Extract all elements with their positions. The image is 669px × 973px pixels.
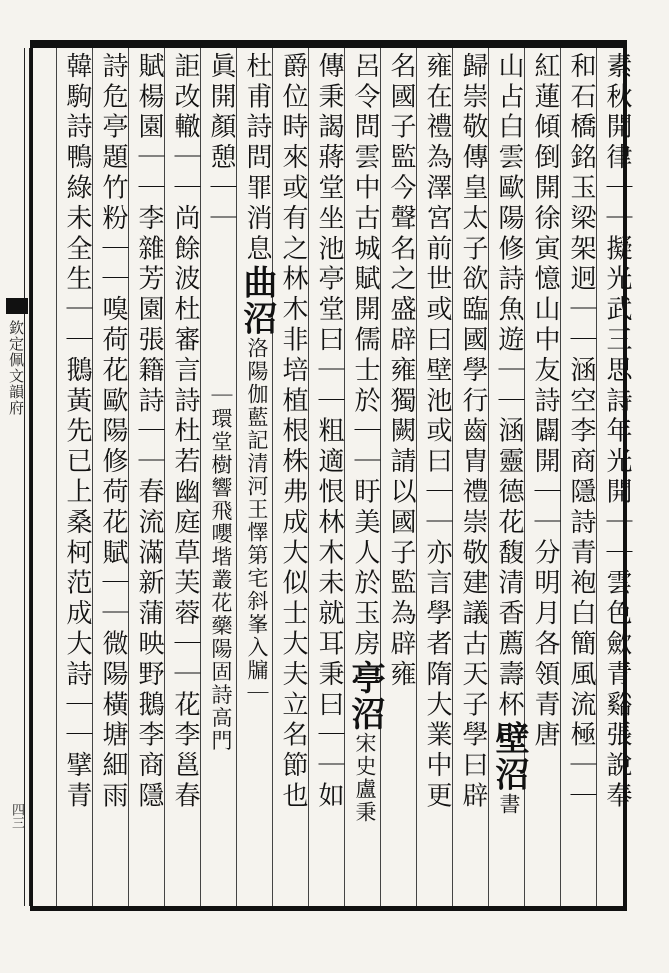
entry-note: 洛陽伽藍記清河王懌第宅斜峯入牖｜ (245, 336, 269, 705)
column-text: 歸崇敬傳皇太子欲臨國學行齒胄禮崇敬建議古天子學曰辟 (458, 52, 488, 812)
margin-rule (24, 48, 25, 906)
column-text: 詩危亭題竹粉｜｜嗅荷花歐陽修荷花賦｜｜微陽橫塘細雨 (98, 52, 128, 812)
column-text: 韓駒詩鴨綠未全生｜｜鵝黃先已上桑柯范成大詩｜｜擘青 (62, 52, 92, 812)
text-column (166, 52, 204, 902)
text-column (526, 52, 564, 902)
text-column (598, 52, 636, 902)
frame-bottom-border (30, 906, 626, 911)
column-text: 賦楊園｜｜李雜芳園張籍詩｜｜春流滿新蒲映野鵝李商隱 (134, 52, 164, 812)
column-text: 雍在禮為澤宮前世或曰壁池或曰｜｜亦言學者隋大業中更 (422, 52, 452, 812)
text-column (490, 52, 528, 902)
text-column (274, 52, 312, 902)
text-column (94, 52, 132, 902)
column-text: 詎改轍｜｜尚餘波杜審言詩杜若幽庭草芙蓉｜｜花李邕春 (170, 52, 200, 812)
book-title: 欽定佩文韻府 (7, 320, 25, 416)
column-text: 眞開顏憩｜｜ (206, 52, 236, 235)
column-text: 杜甫詩問罪消息 (242, 52, 272, 265)
entry-heading: 曲沼 (237, 264, 277, 337)
entry-note: 宋史盧秉 (353, 732, 377, 824)
text-column (418, 52, 456, 902)
text-column (562, 52, 600, 902)
entry-heading: 壁沼 (489, 720, 529, 793)
entry-note: 書 (497, 792, 521, 816)
frame-left-border (30, 40, 33, 911)
text-column (346, 52, 384, 902)
margin-rule (29, 48, 30, 906)
text-column (454, 52, 492, 902)
page-number: 四三 (9, 803, 24, 829)
text-column (130, 52, 168, 902)
column-rule (56, 48, 57, 906)
column-gap (221, 234, 222, 384)
text-column (238, 52, 276, 902)
column-text: 紅蓮傾倒開徐寅憶山中友詩闢開｜｜分明月各領青唐 (530, 52, 560, 752)
page-margin (4, 48, 30, 906)
text-column (310, 52, 348, 902)
column-text: 和石橋銘玉梁架迥｜｜涵空李商隱詩青袍白簡風流極｜｜ (566, 52, 596, 812)
column-text: 山占白雲歐陽修詩魚遊｜｜涵靈德花馥清香薦壽杯 (494, 52, 524, 721)
column-text: 傳秉謁蔣堂坐池亭堂曰｜｜粗適恨林木未就耳秉曰｜｜如 (314, 52, 344, 812)
text-column (382, 52, 420, 902)
fishtail-mark (6, 298, 28, 314)
column-text: 爵位時來或有之林木非培植根株弗成大似士大夫立名節也 (278, 52, 308, 812)
frame-top-border (30, 40, 626, 48)
entry-note: ｜環堂樹響飛嚶堦叢花藥陽固詩高門 (209, 384, 233, 753)
column-text: 素秋開律｜｜擬光武三思詩年光開｜｜雲色歛青谿張說奉 (602, 52, 632, 812)
entry-heading: 亭沼 (345, 660, 385, 732)
text-column (58, 52, 96, 902)
column-text: 呂令問雲中古城賦開儒士於｜｜盱美人於玉房 (350, 52, 380, 660)
text-column (202, 52, 240, 902)
column-text: 名國子監今聲名之盛辟雍獨闕請以國子監為辟雍 (386, 52, 416, 691)
